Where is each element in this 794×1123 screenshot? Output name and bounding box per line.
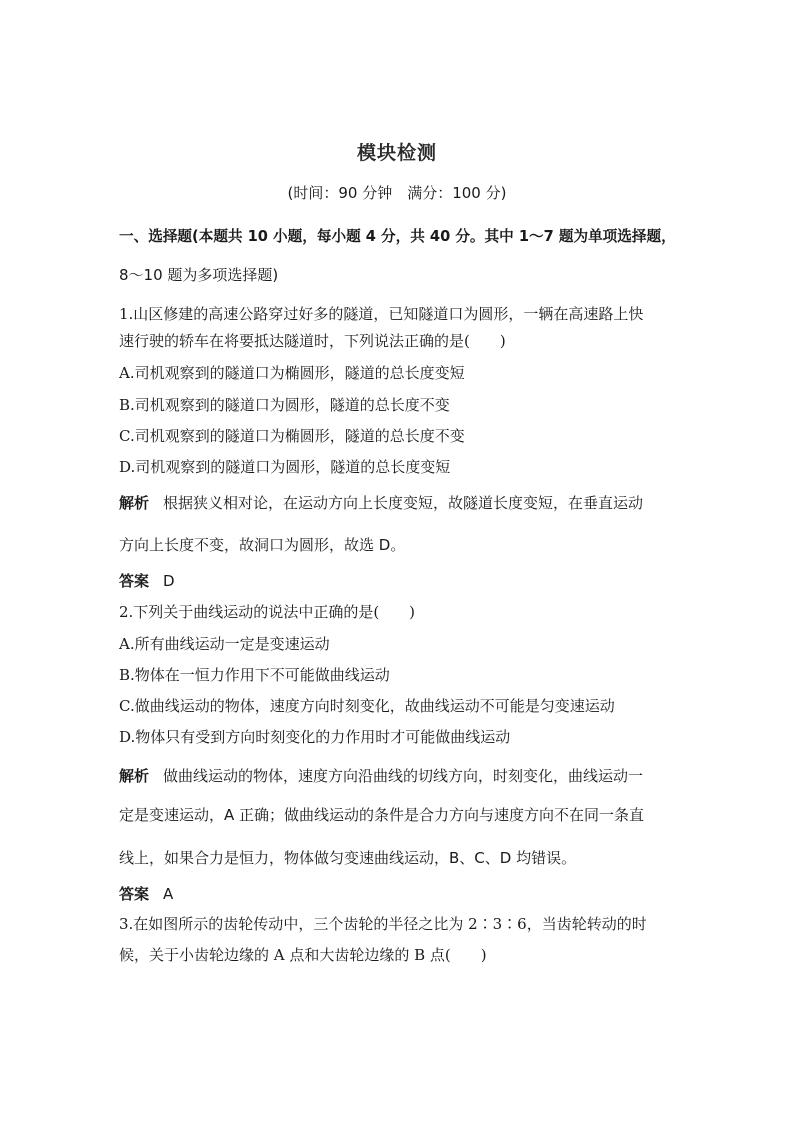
q1-stem-line1: 1.山区修建的高速公路穿过好多的隧道，已知隧道口为圆形，一辆在高速路上快 xyxy=(119,305,644,323)
page-title: 模块检测 xyxy=(356,142,437,164)
q1-answer-value: D xyxy=(163,572,175,590)
q2-option-c: C.做曲线运动的物体，速度方向时刻变化，故曲线运动不可能是匀变速运动 xyxy=(119,697,615,715)
q2-option-a: A.所有曲线运动一定是变速运动 xyxy=(119,635,330,653)
q1-analysis-line1 xyxy=(119,493,643,513)
q1-stem-line2: 速行驶的轿车在将要抵达隧道时，下列说法正确的是( ) xyxy=(119,332,506,350)
q2-option-b: B.物体在一恒力作用下不可能做曲线运动 xyxy=(119,666,390,684)
section-heading-line1: 一、选择题(本题共 10 小题，每小题 4 分，共 40 分。其中 1～7 题为单项选择题， xyxy=(119,227,676,245)
q2-analysis-text1: 做曲线运动的物体，速度方向沿曲线的切线方向，时刻变化，曲线运动一 xyxy=(163,767,644,785)
q1-analysis-label: 解析 xyxy=(119,494,150,512)
q3-stem-line1: 3.在如图所示的齿轮传动中，三个齿轮的半径之比为 2∶3∶6，当齿轮转动的时 xyxy=(119,915,647,933)
exam-info: (时间：90 分钟 满分：100 分) xyxy=(287,184,507,202)
q3-stem-line2: 候，关于小齿轮边缘的 A 点和大齿轮边缘的 B 点( ) xyxy=(119,946,487,964)
q2-answer-line xyxy=(119,884,173,904)
q2-stem: 2.下列关于曲线运动的说法中正确的是( ) xyxy=(119,603,416,621)
q2-analysis-line1 xyxy=(119,766,643,786)
section-heading-line2: 8～10 题为多项选择题) xyxy=(119,266,279,284)
q1-answer-label: 答案 xyxy=(119,572,150,590)
q2-answer-value: A xyxy=(163,885,174,903)
q1-answer-line xyxy=(119,571,175,591)
q1-analysis-line2: 方向上长度不变，故洞口为圆形，故选 D。 xyxy=(119,536,406,554)
q2-analysis-label: 解析 xyxy=(119,767,150,785)
q2-answer-label: 答案 xyxy=(119,885,150,903)
q1-option-b: B.司机观察到的隧道口为圆形，隧道的总长度不变 xyxy=(119,396,450,414)
q1-option-c: C.司机观察到的隧道口为椭圆形，隧道的总长度不变 xyxy=(119,427,465,445)
q2-analysis-line3: 线上，如果合力是恒力，物体做匀变速曲线运动，B、C、D 均错误。 xyxy=(119,849,577,867)
q2-analysis-line2: 定是变速运动，A 正确；做曲线运动的条件是合力方向与速度方向不在同一条直 xyxy=(119,806,645,824)
q1-option-d: D.司机观察到的隧道口为圆形，隧道的总长度变短 xyxy=(119,458,451,476)
q2-option-d: D.物体只有受到方向时刻变化的力作用时才可能做曲线运动 xyxy=(119,728,511,746)
q1-option-a: A.司机观察到的隧道口为椭圆形，隧道的总长度变短 xyxy=(119,364,465,382)
q1-analysis-text1: 根据狭义相对论，在运动方向上长度变短，故隧道长度变短，在垂直运动 xyxy=(163,494,644,512)
